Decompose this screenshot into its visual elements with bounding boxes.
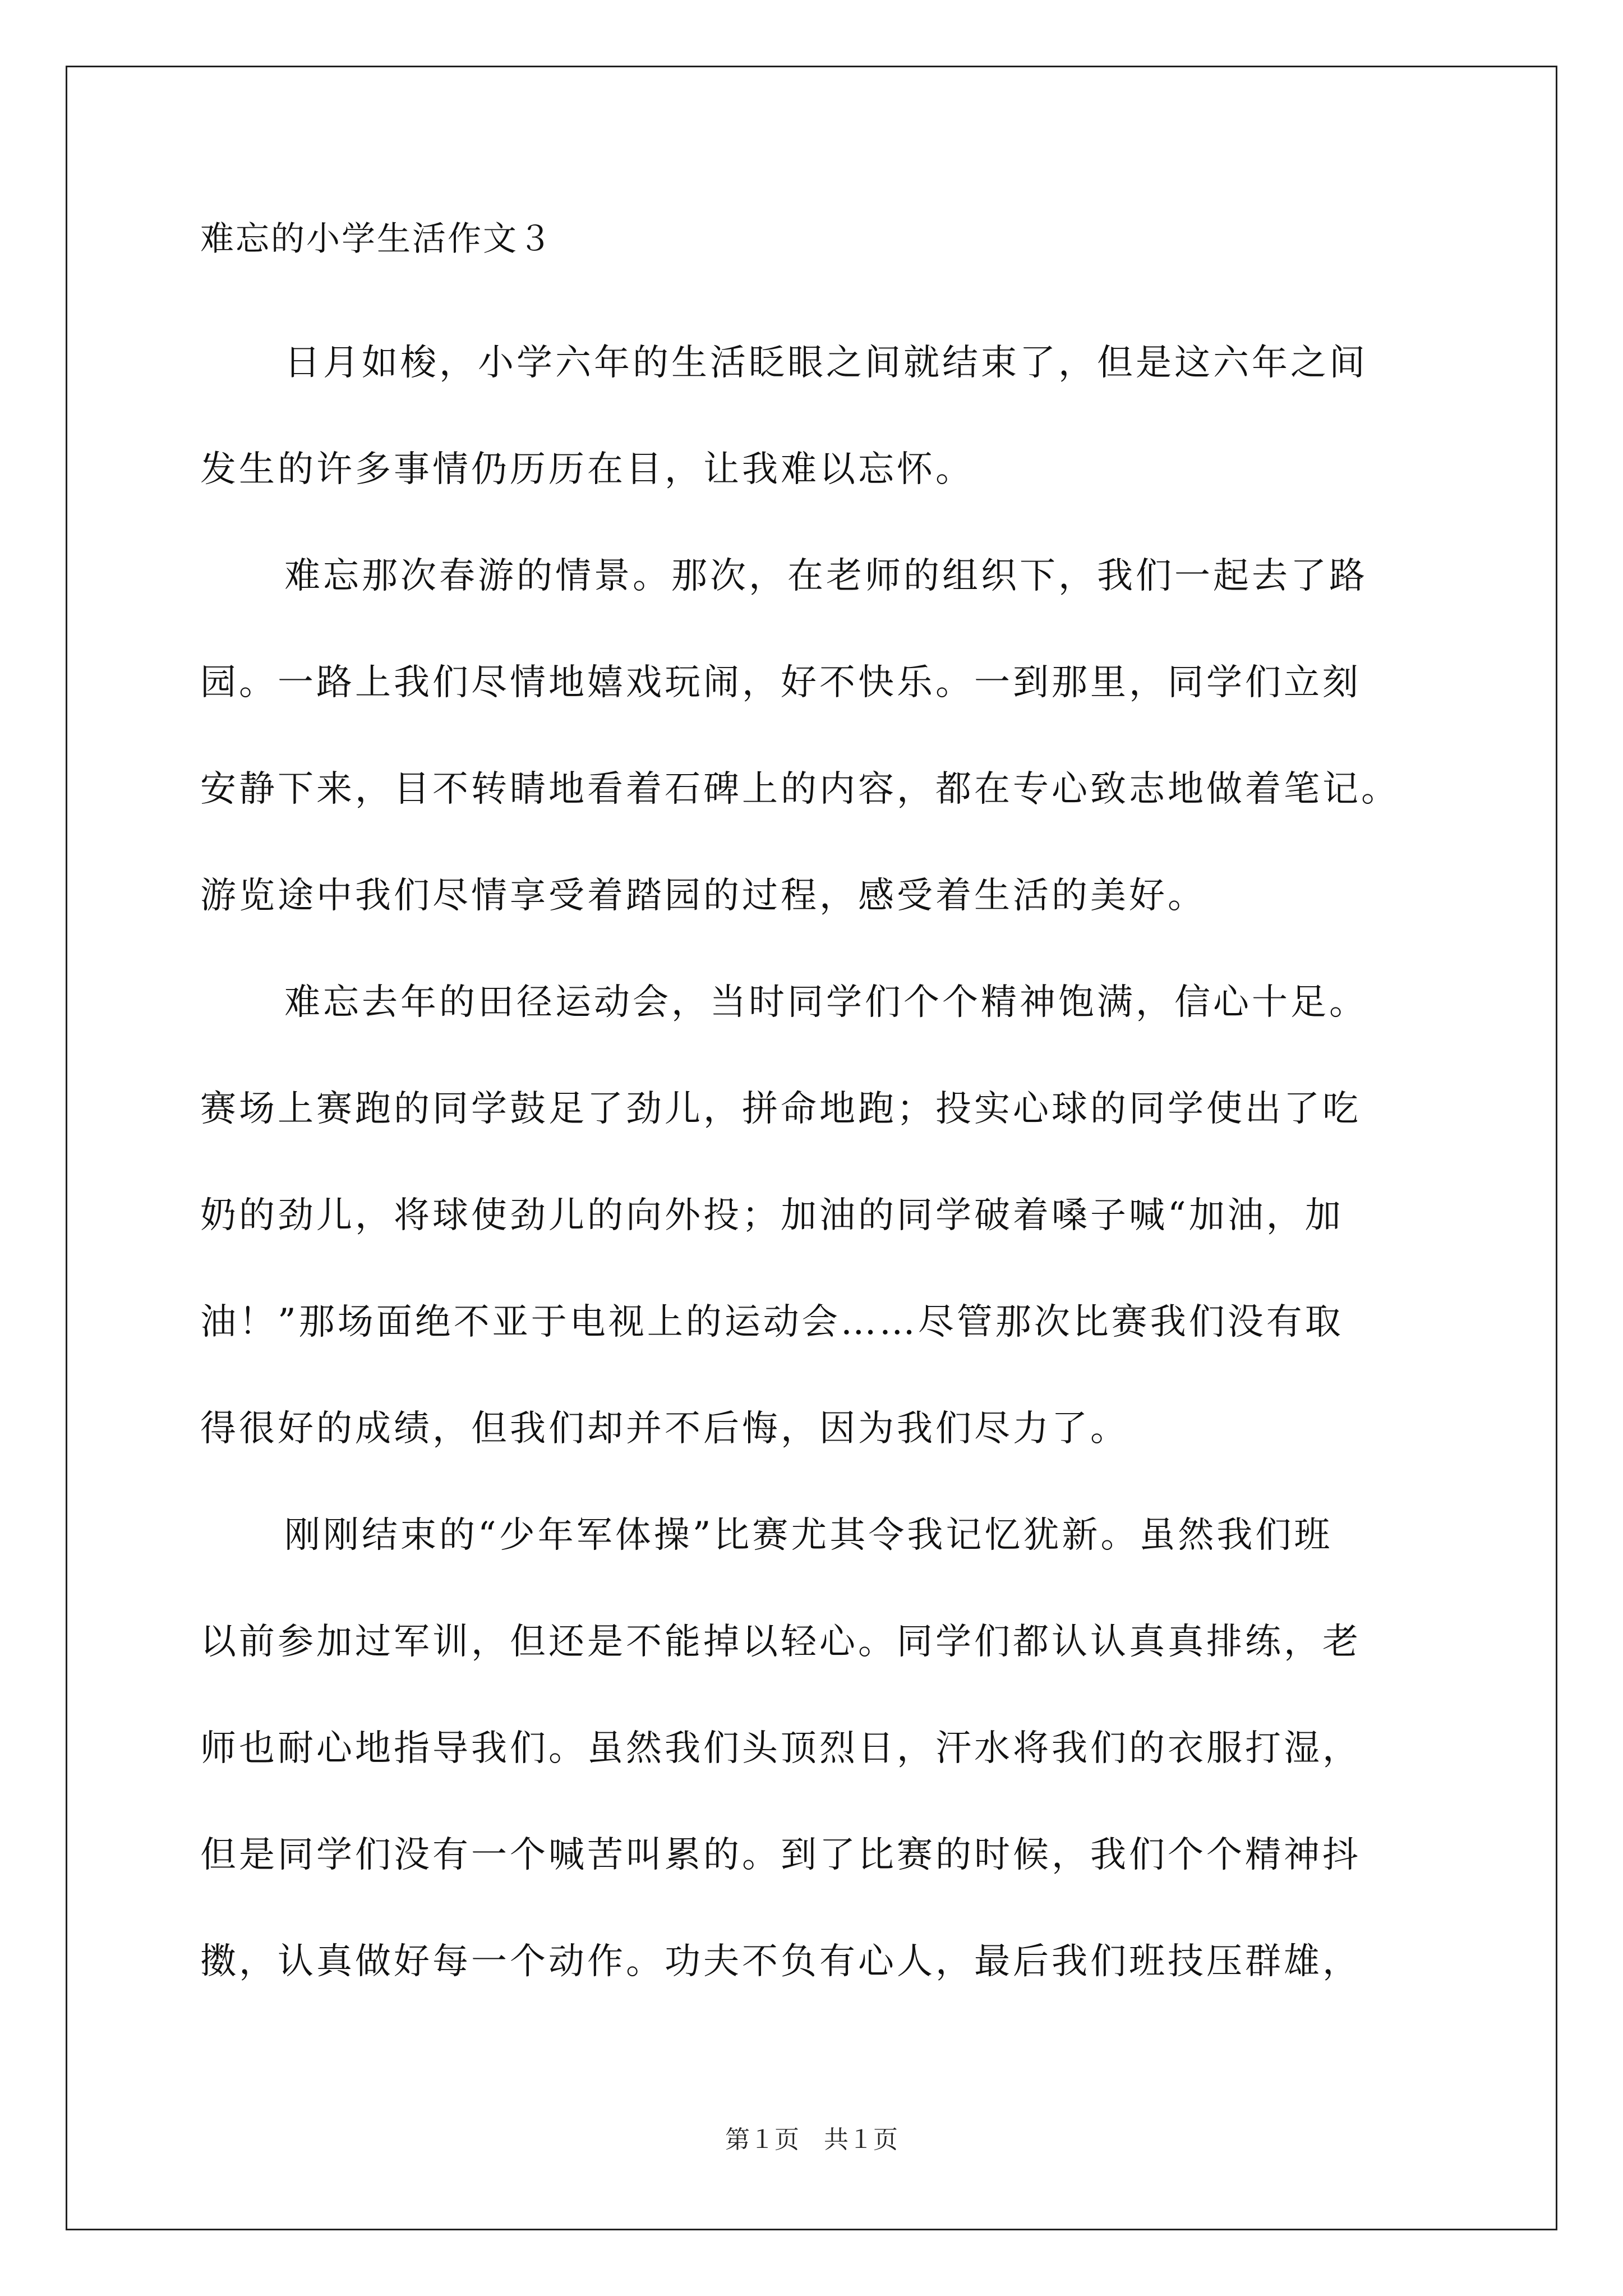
paragraph-line: 师也耐心地指导我们。虽然我们头顶烈日，汗水将我们的衣服打湿， (200, 1728, 1361, 1769)
paragraph-line: 奶的劲儿，将球使劲儿的向外投；加油的同学破着嗓子喊“加油，加 (200, 1195, 1344, 1236)
page-number-label: 第１页 共１页 (725, 2125, 898, 2154)
paragraph-line: 油！”那场面绝不亚于电视上的运动会……尽管那次比赛我们没有取 (200, 1301, 1344, 1343)
paragraph-line: 难忘那次春游的情景。那次，在老师的组织下，我们一起去了路 (284, 555, 1368, 597)
paragraph-line: 园。一路上我们尽情地嬉戏玩闹，好不快乐。一到那里，同学们立刻 (200, 662, 1361, 703)
document-title: 难忘的小学生活作文３ (200, 219, 554, 259)
paragraph-4 (200, 1482, 1451, 2015)
paragraph-line: 赛场上赛跑的同学鼓足了劲儿，拼命地跑；投实心球的同学使出了吃 (200, 1088, 1361, 1130)
paragraph-line: 擞，认真做好每一个动作。功夫不负有心人，最后我们班技压群雄， (200, 1941, 1361, 1982)
paragraph-line: 日月如梭，小学六年的生活眨眼之间就结束了，但是这六年之间 (284, 342, 1368, 384)
document-body (200, 213, 1451, 2015)
paragraph-line: 安静下来，目不转睛地看着石碑上的内容，都在专心致志地做着笔记。 (200, 769, 1400, 810)
paragraph-line: 刚刚结束的“少年军体操”比赛尤其令我记忆犹新。虽然我们班 (284, 1515, 1333, 1556)
paragraph-2 (200, 523, 1451, 949)
page-footer (0, 2123, 1623, 2157)
paragraph-1 (200, 310, 1451, 523)
paragraph-line: 以前参加过军训，但还是不能掉以轻心。同学们都认认真真排练，老 (200, 1621, 1361, 1663)
paragraph-3 (200, 949, 1451, 1482)
paragraph-line: 但是同学们没有一个喊苦叫累的。到了比赛的时候，我们个个精神抖 (200, 1834, 1361, 1876)
paragraph-line: 发生的许多事情仍历历在目，让我难以忘怀。 (200, 449, 974, 490)
paragraph-line: 得很好的成绩，但我们却并不后悔，因为我们尽力了。 (200, 1408, 1129, 1450)
paragraph-line: 难忘去年的田径运动会，当时同学们个个精神饱满，信心十足。 (284, 982, 1368, 1023)
paragraph-line: 游览途中我们尽情享受着踏园的过程，感受着生活的美好。 (200, 875, 1206, 917)
